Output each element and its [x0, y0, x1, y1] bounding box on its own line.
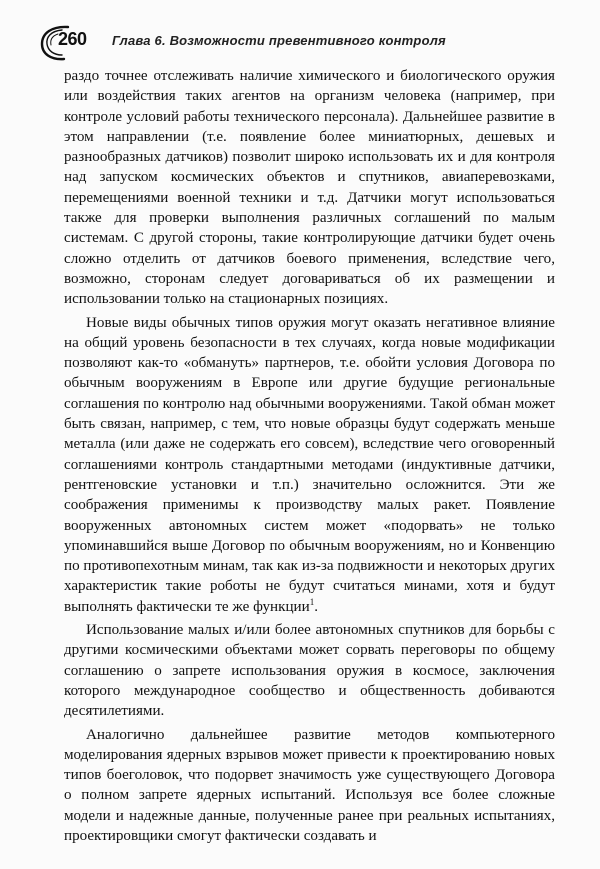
paragraph-4: Аналогично дальнейшее развитие методов компьютерного моделирования ядерных взрывов может привести к проектированию новых типов боеголовок, что подорвет значимость уже существующего Договора о полном запрете ядерных испытаний. Используя все более сложные модели и надежные данные, полученные ранее при реальных испытаниях, проектировщики смогут фактически создавать и: [64, 726, 555, 844]
paragraph-2-text: Новые виды обычных типов оружия могут оказать негативное влияние на общий уровень безопасности в тех случаях, когда новые модификации позволяют как-то «обмануть» партнеров, т.е. обойти условия Договора по обычным вооружениям в Европе или другие будущие региональные соглашения по контролю над обычными вооружениями. Такой обман может быть связан, например, с тем, что новые образцы будут содержать меньше металла (или даже не содержать его совсем), вследствие чего оговоренный соглашениями контроль стандартными методами (индуктивные датчики, рентгеновские установки и т.п.) значительно осложнится. Эти же соображения применимы к производству малых ракет. Появление вооруженных автономных систем может «подорвать» не только упоминавшийся выше Договор по обычным вооружениям, но и Конвенцию по противопехотным минам, так как из-за подвижности и некоторых других характеристик такие роботы не будут считаться минами, хотя и будут выполнять фактически те же функции: [64, 314, 555, 615]
body-text: [64, 66, 555, 846]
paragraph-2-end: .: [314, 598, 318, 615]
paragraph-2: [64, 313, 555, 617]
page-number: 260: [58, 29, 87, 49]
page-number-badge: [38, 24, 102, 62]
footnote-ref[interactable]: 1: [309, 596, 315, 607]
page-header: [38, 24, 568, 62]
running-head: Глава 6. Возможности превентивного контроля: [112, 33, 446, 48]
paragraph-1: раздо точнее отслеживать наличие химического и биологического оружия или воздействия таких агентов на организм человека (например, при контроле условий работы технического персонала). Дальнейшее развитие в этом направлении (т.е. появление более миниатюрных, дешевых и разнообразных датчиков) позволит широко использовать их и для контроля над запуском космических объектов и спутников, авиаперевозками, перемещениями военной техники и т.д. Датчики могут использоваться также для проверки выполнения различных соглашений по малым системам. С другой стороны, такие контролирующие датчики будет очень сложно отделить от датчиков боевого применения, вследствие чего, возможно, сторонам следует договариваться об их размещении и использовании только на стационарных позициях.: [64, 68, 555, 308]
paragraph-3: Использование малых и/или более автономных спутников для борьбы с другими космическими объектами может сорвать переговоры по общему соглашению о запрете использования оружия в космосе, заключения которого международное сообщество и общественность добиваются десятилетиями.: [64, 622, 555, 720]
